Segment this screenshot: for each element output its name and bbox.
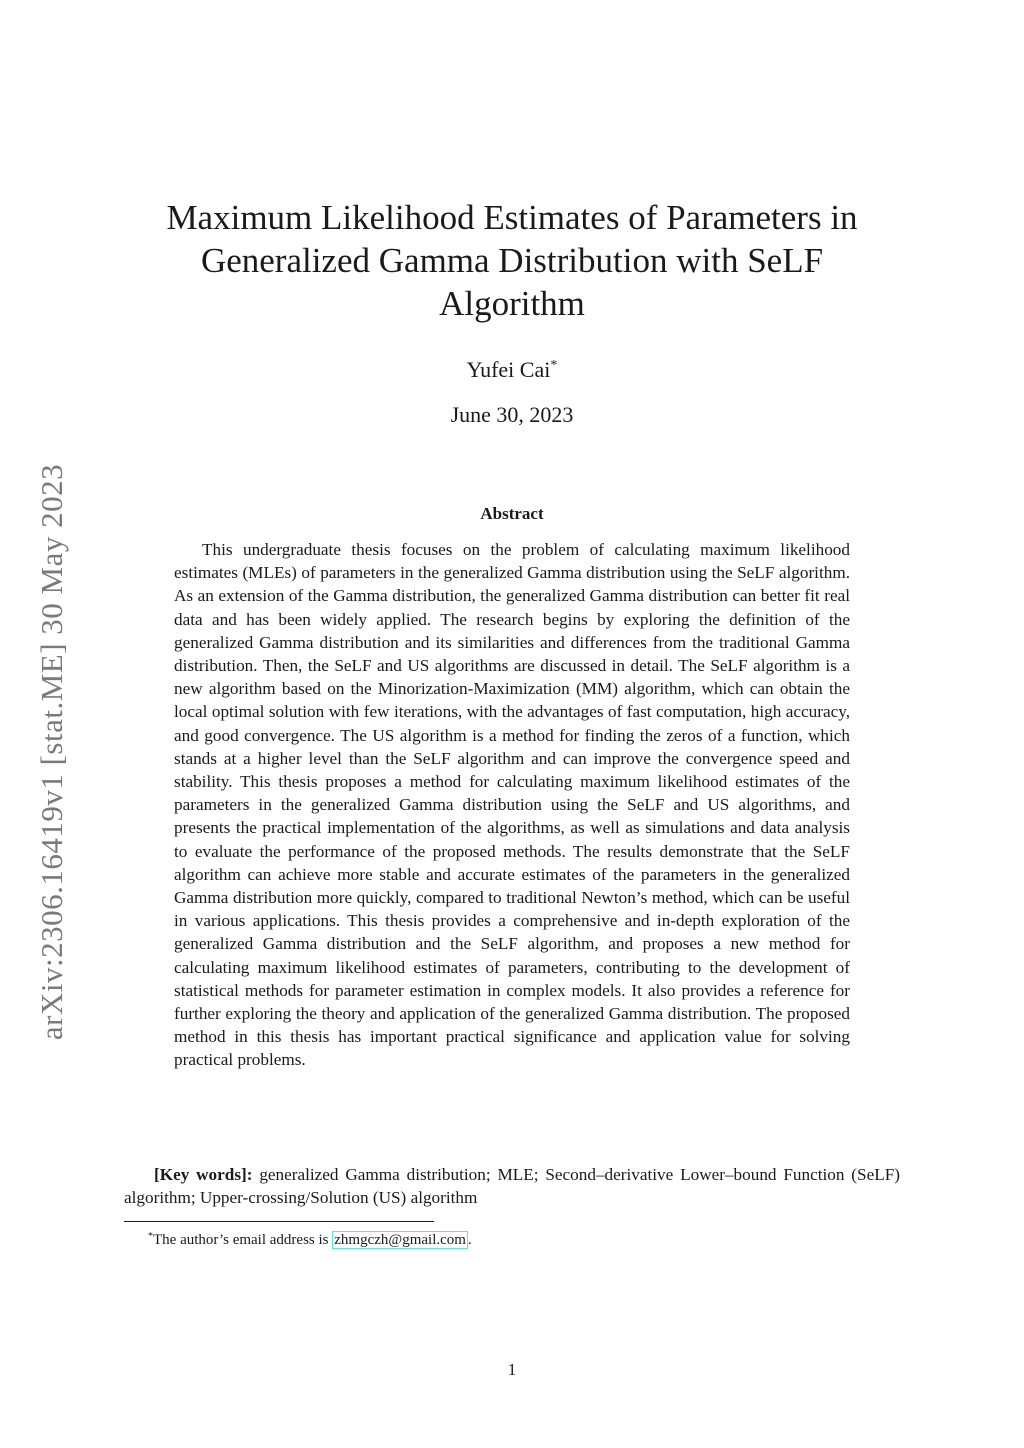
page-number: 1 — [507, 1360, 517, 1379]
footnote-rule — [124, 1221, 434, 1222]
keywords-text: generalized Gamma distribution; MLE; Second–derivative Lower–bound Function (SeLF) algorithm; Upper-crossing/Solution (US) algorithm — [124, 1165, 900, 1208]
footnote-marker: * — [148, 1231, 153, 1242]
abstract-heading: Abstract — [480, 504, 544, 523]
paper-date: June 30, 2023 — [450, 402, 574, 427]
title-line-3: Algorithm — [439, 284, 585, 323]
footnote-text-end: . — [467, 1232, 472, 1248]
title-line-1: Maximum Likelihood Estimates of Parameters in — [166, 198, 858, 237]
author — [150, 352, 874, 384]
title-line-2: Generalized Gamma Distribution with SeLF — [200, 241, 824, 280]
footnote-text: The author’s email address is — [153, 1232, 333, 1248]
arxiv-stamp: arXiv:2306.16419v1 [stat.ME] 30 May 2023 — [34, 463, 69, 1041]
email-link[interactable]: zhmgczh@gmail.com — [334, 1232, 466, 1248]
abstract-text: This undergraduate thesis focuses on the problem of calculating maximum likelihood estimates (MLEs) of parameters in the generalized Gamma distribution using the SeLF algorithm. As an extension of the Gamma distribution, the generalized Gamma distribution can better fit real data and has been widely applied. The research begins by exploring the definition of the generalized Gamma distribution and its similarities and differences from the traditional Gamma distribution. Then, the SeLF and US algorithms are discussed in detail. The SeLF algorithm is a new algorithm based on the Minorization-Maximization (MM) algorithm, which can obtain the local optimal solution with few iterations, with the advantages of fast computation, high accuracy, and good convergence. The US algorithm is a method for finding the zeros of a function, which stands at a higher level than the SeLF algorithm and can improve the convergence speed and stability. This thesis proposes a method for calculating maximum likelihood estimates of the parameters in the generalized Gamma distribution using the SeLF and US algorithms, and presents the practical implementation of the algorithms, as well as simulations and data analysis to evaluate the performance of the proposed methods. The results demonstrate that the SeLF algorithm can achieve more stable and accurate estimates of the parameters in the generalized Gamma distribution more quickly, compared to traditional Newton’s method, which can be useful in various applications. This thesis provides a comprehensive and in-depth exploration of the generalized Gamma distribution and the SeLF algorithm, and proposes a new method for calculating maximum likelihood estimates of parameters, contributing to the development of statistical methods for parameter estimation in complex models. It also provides a reference for further exploring the theory and application of the generalized Gamma distribution. The proposed method in this thesis has important practical significance and application value for solving practical problems. — [174, 540, 850, 1070]
author-footnote-marker[interactable]: * — [550, 358, 558, 373]
keywords — [124, 1163, 900, 1209]
author-name: Yufei Cai — [466, 357, 551, 382]
footnote — [148, 1227, 848, 1250]
paper-title — [150, 196, 874, 325]
keywords-label: [Key words]: — [154, 1165, 253, 1184]
